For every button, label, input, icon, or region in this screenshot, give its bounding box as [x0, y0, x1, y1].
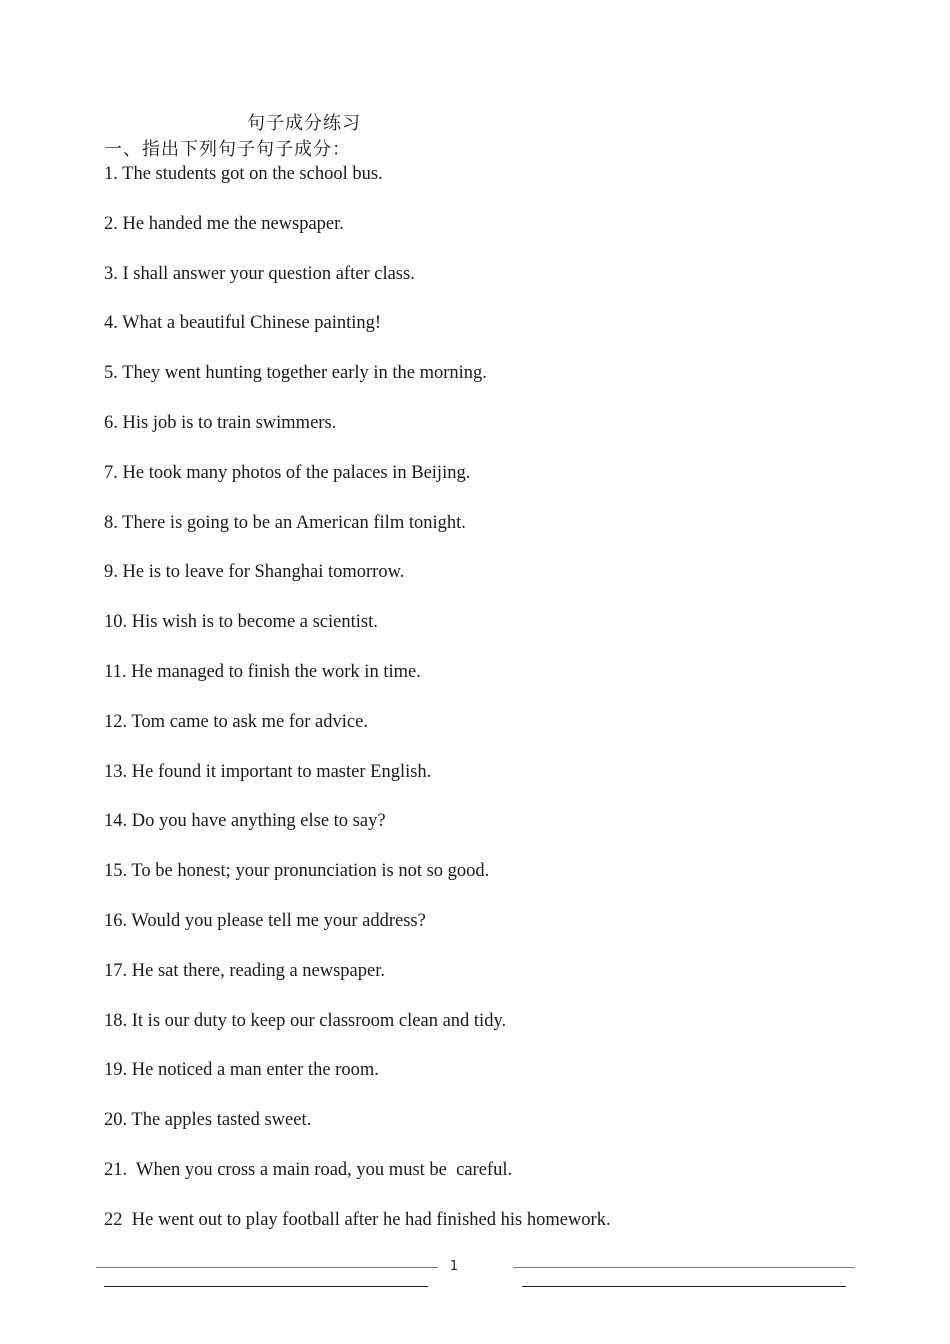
question-item: 10. His wish is to become a scientist.	[104, 612, 378, 633]
question-item: 8. There is going to be an American film tonight.	[104, 512, 466, 533]
question-item: 21. When you cross a main road, you must be careful.	[104, 1159, 513, 1180]
footer-rule-right-upper	[513, 1267, 855, 1268]
question-item: 2. He handed me the newspaper.	[104, 213, 344, 234]
question-item: 5. They went hunting together early in the morning.	[104, 363, 487, 384]
question-item: 9. He is to leave for Shanghai tomorrow.	[104, 562, 405, 583]
question-item: 14. Do you have anything else to say?	[104, 811, 386, 832]
question-item: 17. He sat there, reading a newspaper.	[104, 960, 385, 981]
question-item: 19. He noticed a man enter the room.	[104, 1060, 379, 1081]
document-title: 句子成分练习	[247, 113, 361, 134]
section-heading: 一、指出下列句子句子成分：	[104, 139, 351, 160]
question-list	[104, 162, 611, 1258]
question-item: 16. Would you please tell me your address?	[104, 910, 426, 931]
question-item: 1. The students got on the school bus.	[104, 164, 383, 184]
footer-rule-left-lower	[104, 1286, 428, 1287]
question-item: 6. His job is to train swimmers.	[104, 412, 337, 433]
footer-rule-left-upper	[96, 1267, 438, 1268]
question-item: 22 He went out to play football after he had finished his homework.	[104, 1209, 611, 1230]
question-item: 4. What a beautiful Chinese painting!	[104, 313, 382, 334]
page-footer	[0, 1256, 950, 1296]
question-item: 12. Tom came to ask me for advice.	[104, 711, 368, 732]
question-item: 11. He managed to finish the work in time.	[104, 661, 421, 682]
question-item: 13. He found it important to master English.	[104, 761, 432, 782]
page-number: 1	[449, 1259, 459, 1274]
question-item: 7. He took many photos of the palaces in Beijing.	[104, 462, 471, 483]
footer-rule-right-lower	[522, 1286, 846, 1287]
question-item: 3. I shall answer your question after class.	[104, 263, 415, 284]
question-item: 18. It is our duty to keep our classroom clean and tidy.	[104, 1010, 507, 1031]
question-item: 15. To be honest; your pronunciation is not so good.	[104, 861, 490, 882]
question-item: 20. The apples tasted sweet.	[104, 1110, 312, 1131]
